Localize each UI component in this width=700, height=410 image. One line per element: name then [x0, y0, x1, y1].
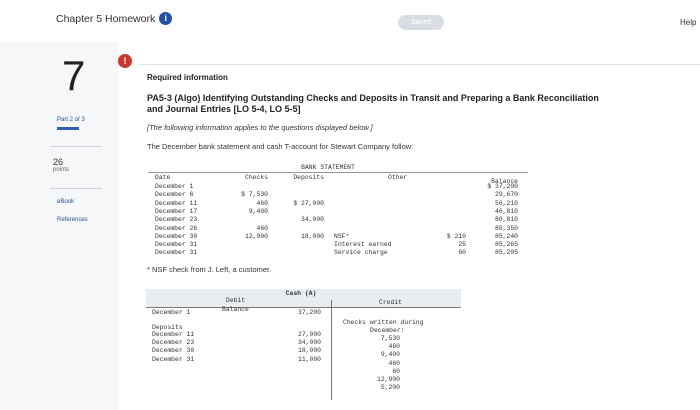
- t-account-vertical-rule: [331, 300, 332, 400]
- column-header-deposits: Deposits: [293, 174, 324, 181]
- bank-row-date: December 30: [155, 232, 198, 240]
- assignment-title: [56, 12, 172, 25]
- t-account-credit-label: Credit: [379, 299, 403, 306]
- bank-row-balance: $ 37,200: [487, 183, 518, 190]
- t-account-checks-month: December:: [370, 327, 405, 334]
- bank-row-balance: 85,240: [494, 232, 518, 240]
- bank-row-balance: 29,670: [494, 191, 518, 199]
- t-account-check-amount: 12,900: [376, 376, 400, 383]
- question-sidebar: [0, 42, 118, 410]
- bank-row-checks: 460: [256, 224, 268, 232]
- column-header-other: Other: [388, 174, 408, 181]
- bank-statement-title-rule: [148, 172, 528, 173]
- t-account-checks-label: Checks written during: [343, 319, 424, 326]
- part-indicator: Part 2 of 3: [57, 117, 85, 123]
- t-account-check-amount: 60: [392, 367, 400, 375]
- t-account-deposit-amount: 18,000: [297, 347, 321, 355]
- t-account-deposits-label: Deposits: [152, 324, 183, 331]
- t-account-check-amount: 460: [388, 343, 400, 351]
- bank-row-balance: 46,810: [494, 207, 518, 215]
- bank-row-checks: 9,400: [248, 207, 268, 215]
- bank-row-date: December 26: [155, 224, 198, 232]
- intro-text: The December bank statement and cash T-account for Stewart Company follow:: [147, 142, 414, 151]
- t-account-deposit-date: December 31: [152, 355, 195, 363]
- t-account-check-amount: 9,400: [380, 351, 400, 359]
- bank-row-balance: 85,265: [494, 241, 518, 249]
- points-label: points: [53, 167, 70, 173]
- t-account-deposit-date: December 23: [152, 339, 195, 347]
- t-account-check-amount: 5,200: [380, 384, 400, 392]
- column-header-checks: Checks: [244, 174, 268, 181]
- bank-row-date: December 31: [155, 249, 198, 257]
- bank-row-date: December 6: [155, 191, 194, 199]
- content-divider: [138, 64, 700, 65]
- bank-row-balance: 80,350: [494, 224, 518, 232]
- alert-icon: !: [118, 54, 132, 68]
- t-account-deposit-date: December 11: [152, 331, 195, 338]
- t-account-opening-date: December 1: [152, 309, 191, 316]
- question-number: 7: [62, 52, 86, 99]
- t-account-title: Cash (A): [285, 290, 317, 297]
- bank-statement-title: BANK STATEMENT: [301, 164, 355, 171]
- assignment-title-text: Chapter 5 Homework: [56, 12, 156, 25]
- bank-row-date: December 23: [155, 216, 198, 224]
- bank-row-checks: $ 7,530: [241, 191, 268, 199]
- bank-row-balance: 80,810: [494, 216, 518, 224]
- sidebar-divider: [50, 146, 102, 147]
- t-account-deposit-date: December 30: [152, 347, 195, 355]
- column-header-date: Date: [155, 174, 171, 181]
- bank-row-other-amount: $ 210: [446, 232, 466, 240]
- bank-row-checks: 12,900: [244, 232, 268, 240]
- saved-status-badge: Saved: [398, 15, 444, 30]
- t-account-horizontal-rule: [146, 307, 461, 308]
- t-account-deposit-amount: 34,000: [297, 339, 321, 347]
- problem-title: PA5-3 (Algo) Identifying Outstanding Checks and Deposits in Transit and Preparing a Bank Reconciliation and Journal Entries [LO 5-4, LO 5-5]: [147, 93, 599, 114]
- t-account-check-amount: 7,530: [380, 335, 400, 342]
- bank-row-other-label: NSF*: [334, 232, 350, 240]
- t-account-check-amount: 460: [388, 359, 400, 367]
- instruction-note: [The following information applies to the questions displayed below.]: [147, 123, 373, 132]
- references-link[interactable]: References: [57, 217, 88, 223]
- bank-row-date: December 1: [155, 183, 194, 190]
- t-account-deposit-amount: 27,000: [297, 331, 321, 338]
- bank-row-deposits: $ 27,000: [293, 199, 324, 207]
- bank-row-other-label: Interest earned: [334, 241, 392, 249]
- t-account-debit-label: Debit: [226, 297, 246, 304]
- t-account-balance-label: Balance: [222, 306, 249, 313]
- required-information-heading: Required information: [147, 73, 228, 82]
- t-account-deposit-amount: 11,000: [297, 355, 321, 363]
- help-link[interactable]: Help: [680, 18, 697, 27]
- column-header-balance: Balance: [491, 178, 518, 185]
- points-value: 26: [53, 157, 64, 167]
- bank-row-date: December 31: [155, 241, 198, 249]
- t-account-opening-balance: 37,200: [297, 309, 321, 316]
- sidebar-divider: [50, 188, 102, 189]
- bank-row-other-amount: 60: [458, 249, 466, 257]
- bank-row-deposits: 34,000: [300, 216, 324, 224]
- bank-row-date: December 11: [155, 199, 198, 207]
- part-progress-bar: [57, 127, 79, 130]
- bank-row-other-amount: 25: [458, 241, 466, 249]
- bank-row-date: December 17: [155, 207, 198, 215]
- info-icon[interactable]: i: [159, 12, 172, 25]
- ebook-link[interactable]: eBook: [57, 199, 75, 205]
- bank-row-checks: 460: [256, 199, 268, 207]
- bank-row-other-label: Service charge: [334, 249, 388, 257]
- bank-row-balance: 56,210: [494, 199, 518, 207]
- bank-row-balance: 85,205: [494, 249, 518, 257]
- nsf-footnote: * NSF check from J. Left, a customer.: [147, 265, 272, 274]
- bank-row-deposits: 18,000: [300, 232, 324, 240]
